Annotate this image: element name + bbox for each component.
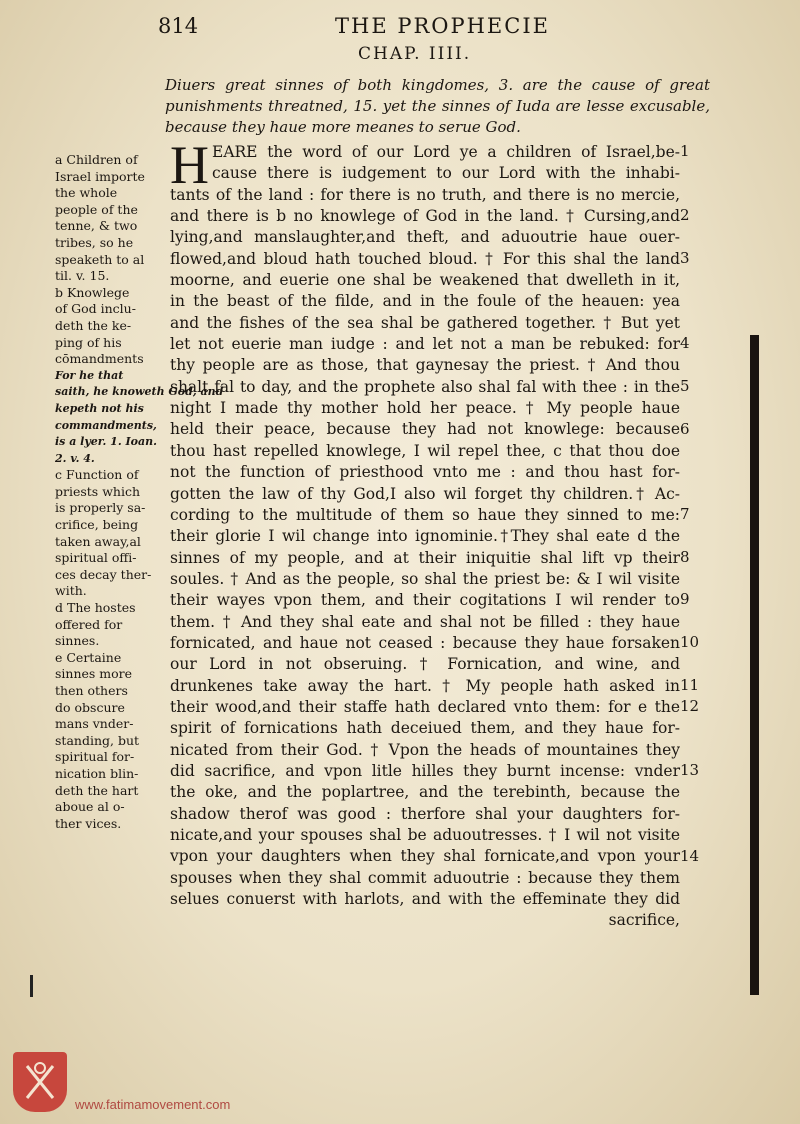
margin-note-line: of God inclu-: [55, 301, 136, 317]
body-line: the oke, and the poplartree, and the terebinth, because the: [170, 783, 680, 802]
margin-note-line: spiritual offi-: [55, 550, 137, 566]
chapter-heading: CHAP. IIII.: [358, 44, 472, 64]
keys-icon: [21, 1060, 59, 1104]
body-line: thy people are as those, that gaynesay the priest. † And thou: [170, 356, 680, 375]
margin-note-line: cōmandments: [55, 351, 144, 367]
verse-number: 10: [680, 633, 700, 652]
margin-note-line: ther vices.: [55, 815, 122, 831]
body-line: fornicated, and haue not ceased : because they haue forsaken: [170, 633, 680, 652]
margin-note-line: tribes, so he: [55, 234, 134, 250]
margin-note-line: For he that: [55, 368, 124, 382]
margin-note-line: 2. v. 4.: [55, 451, 95, 465]
margin-note-line: a Children of: [55, 152, 138, 167]
body-line: thou hast repelled knowlege, I wil repel thee, c that thou doe: [170, 441, 680, 460]
margin-note-line: til. v. 15.: [55, 268, 110, 284]
margin-note-line: nication blin-: [55, 765, 139, 781]
margin-note-line: b Knowlege: [55, 284, 130, 300]
verse-number: 2: [680, 206, 690, 225]
margin-note-line: d The hostes: [55, 600, 136, 616]
body-line: did sacrifice, and vpon litle hilles they burnt incense: vnder: [170, 761, 680, 780]
verse-number: 1: [680, 142, 690, 160]
margin-rule: [750, 335, 759, 995]
body-line: gotten the law of thy God,I also wil forget thy children.† Ac-: [170, 484, 680, 503]
margin-note-line: taken away,al: [55, 533, 141, 549]
margin-note-line: kepeth not his: [55, 401, 144, 415]
body-line: let not euerie man iudge : and let not a man be rebuked: for: [170, 335, 680, 354]
body-line: and there is b no knowlege of God in the land. † Cursing,and: [170, 207, 680, 226]
margin-note-line: then others: [55, 683, 128, 698]
body-line: their glorie I wil change into ignominie.†They shal eate d the: [170, 527, 680, 546]
margin-note-line: priests which: [55, 483, 140, 499]
body-line: cause there is iudgement to our Lord with the inhabi-: [212, 164, 680, 183]
margin-note-line: offered for: [55, 616, 123, 632]
verse-number: 6: [680, 419, 690, 438]
body-line: selues conuerst with harlots, and with the effeminate they did: [170, 890, 680, 909]
body-line: drunkenes take away the hart. † My people hath asked in: [170, 676, 680, 695]
body-line: flowed,and bloud hath touched bloud. † For this shal the land: [170, 249, 680, 268]
body-line: their wayes vpon them, and their cogitations I wil render to: [170, 591, 680, 610]
margin-note-line: sinnes more: [55, 666, 133, 682]
verse-number: 9: [680, 590, 690, 609]
body-line: and the fishes of the sea shal be gathered together. † But yet: [170, 313, 680, 332]
body-line: them. † And they shal eate and shal not be filled : they haue: [170, 612, 680, 631]
margin-note-line: saith, he knoweth God, and: [55, 385, 224, 399]
body-line: moorne, and euerie one shal be weakened that dwelleth in it,: [170, 271, 680, 290]
margin-note-line: deth the hart: [55, 782, 139, 798]
margin-mark: [30, 975, 33, 997]
drop-cap: H: [170, 135, 209, 195]
page-number: 814: [158, 14, 199, 38]
body-line: EARE the word of our Lord ye a children of Israel,be-: [212, 143, 680, 161]
chapter-summary: Diuers great sinnes of both kingdomes, 3. are the cause of great punishments threatned, 15. yet the sinnes of Iuda are lesse excusable, because they haue more meanes to serue God.: [165, 76, 710, 136]
body-line: vpon your daughters when they shal fornicate,and vpon your: [170, 847, 680, 866]
margin-note-line: commandments,: [55, 418, 157, 432]
body-text: [170, 135, 680, 932]
body-line: in the beast of the filde, and in the foule of the heauen: yea: [170, 292, 680, 311]
body-line: held their peace, because they had not knowlege: because: [170, 420, 680, 439]
margin-note-line: crifice, being: [55, 517, 139, 533]
margin-note-line: tenne, & two: [55, 218, 138, 234]
margin-note-line: c Function of: [55, 467, 139, 483]
verse-number: 13: [680, 761, 700, 780]
verse-number: 4: [680, 334, 690, 353]
verse-number: 8: [680, 547, 690, 566]
margin-note-line: standing, but: [55, 732, 140, 748]
margin-note-line: do obscure: [55, 699, 125, 715]
margin-note-line: with.: [55, 583, 87, 599]
body-line: spouses when they shal commit aduoutrie : because they them: [170, 868, 680, 887]
body-line: tants of the land : for there is no truth, and there is no mercie,: [170, 185, 680, 204]
verse-number: 7: [680, 504, 690, 523]
verse-number: 3: [680, 248, 690, 267]
margin-note-line: mans vnder-: [55, 716, 134, 732]
margin-note-line: aboue al o-: [55, 799, 125, 815]
margin-note-line: Israel importe: [55, 168, 145, 184]
body-line: their wood,and their staffe hath declared vnto them: for e the: [170, 697, 680, 716]
body-line: sinnes of my people, and at their iniquitie shal lift vp their: [170, 548, 680, 567]
verse-number: 5: [680, 376, 690, 395]
body-line: shadow therof was good : therfore shal your daughters for-: [170, 804, 680, 823]
margin-note-line: speaketh to al: [55, 251, 145, 267]
margin-note-line: is a lyer. 1. Ioan.: [55, 435, 157, 449]
body-line: shalt fal to day, and the prophete also shal fal with thee : in the: [170, 377, 680, 396]
body-line: not the function of priesthood vnto me : and thou hast for-: [170, 463, 680, 482]
verse-number: 12: [680, 697, 700, 716]
body-line: soules. † And as the people, so shal the priest be: & I wil visite: [170, 569, 680, 588]
body-line: spirit of fornications hath deceiued them, and they haue for-: [170, 719, 680, 738]
margin-note-line: sinnes.: [55, 633, 100, 649]
margin-note-line: ces decay ther-: [55, 566, 152, 582]
seal-logo: [13, 1052, 67, 1112]
margin-note-line: spiritual for-: [55, 749, 135, 765]
body-line: lying,and manslaughter,and theft, and aduoutrie haue ouer-: [170, 228, 680, 247]
margin-note-line: the whole: [55, 185, 118, 201]
body-line: nicated from their God. † Vpon the heads of mountaines they: [170, 740, 680, 759]
body-line: nicate,and your spouses shal be aduoutresses. † I wil not visite: [170, 826, 680, 844]
verse-number: 14: [680, 846, 700, 865]
watermark-url[interactable]: www.fatimamovement.com: [75, 1097, 231, 1112]
margin-note-line: e Certaine: [55, 649, 122, 665]
margin-note-line: ping of his: [55, 334, 122, 350]
margin-note-line: people of the: [55, 201, 138, 217]
running-head: THE PROPHECIE: [335, 14, 550, 38]
verse-number: 11: [680, 675, 700, 694]
body-line: cording to the multitude of them so haue they sinned to me:: [170, 505, 680, 524]
body-line: our Lord in not obseruing. † Fornication, and wine, and: [170, 655, 680, 674]
margin-note-line: is properly sa-: [55, 500, 146, 516]
body-line: night I made thy mother hold her peace. † My people haue: [170, 399, 680, 418]
margin-notes: [55, 152, 224, 832]
body-line: sacrifice,: [608, 911, 680, 930]
margin-note-line: deth the ke-: [55, 317, 132, 333]
